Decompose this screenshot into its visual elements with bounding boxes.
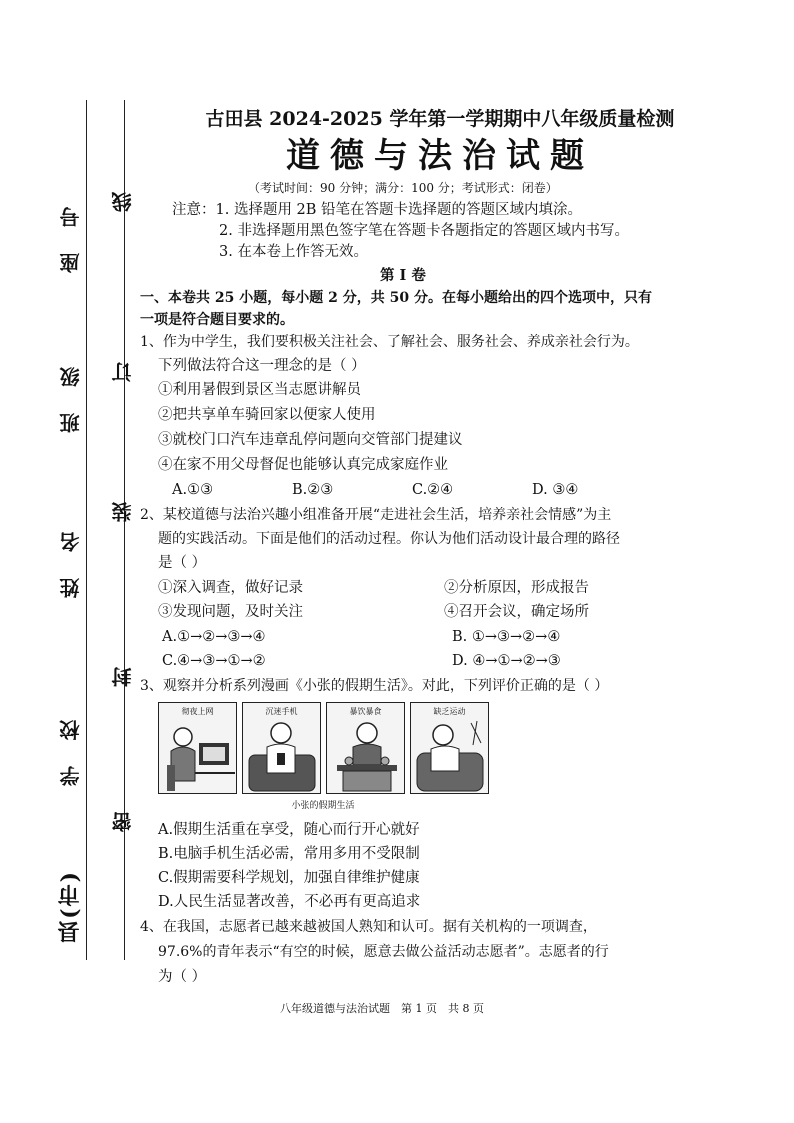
q2-item-1: ①深入调查，做好记录 xyxy=(158,580,303,596)
q3-option-c: C.假期需要科学规划，加强自律维护健康 xyxy=(158,870,420,886)
q1-option-b: B.②③ xyxy=(292,482,334,498)
q2-option-b: B. ①→③→②→④ xyxy=(452,629,561,645)
label-class: 班级 xyxy=(59,365,83,433)
person-sofa-icon xyxy=(411,703,489,794)
note-3: 3. 在本卷上作答无效。 xyxy=(219,244,368,260)
label-school: 学校 xyxy=(59,718,83,786)
person-phone-icon xyxy=(243,703,321,794)
q1-option-c: C.②④ xyxy=(412,482,454,498)
comic-strip xyxy=(158,702,488,794)
panel-title-3: 暴饮暴食 xyxy=(349,707,382,716)
note-2: 2. 非选择题用黑色签字笔在答题卡各题指定的答题区域内书写。 xyxy=(219,223,629,239)
q1-stem-1: 1、作为中学生，我们要积极关注社会、了解社会、服务社会、养成亲社会行为。 xyxy=(140,334,639,350)
panel-title-4: 缺乏运动 xyxy=(433,707,466,716)
q1-item-2: ②把共享单车骑回家以便家人使用 xyxy=(158,407,376,423)
q2-option-c: C.④→③→①→② xyxy=(162,653,266,669)
q1-option-a: A.①③ xyxy=(172,482,214,498)
section-instruction-2: 一项是符合题目要求的。 xyxy=(140,312,294,328)
note-1: 注意：1. 选择题用 2B 铅笔在答题卡选择题的答题区域内填涂。 xyxy=(172,202,583,218)
q2-item-4: ④召开会议，确定场所 xyxy=(444,604,589,620)
section-instruction-1: 一、本卷共 25 小题，每小题 2 分，共 50 分。在每小题给出的四个选项中，只有 xyxy=(140,290,652,306)
page-footer: 八年级道德与法治试题 第 1 页 共 8 页 xyxy=(280,1002,484,1015)
q4-stem-2: 97.6%的青年表示“有空的时候，愿意去做公益活动志愿者”。志愿者的行 xyxy=(158,944,609,960)
label-name: 姓名 xyxy=(59,530,83,598)
seal-word-feng: 封 xyxy=(111,665,135,687)
q3-option-a: A.假期生活重在享受，随心而行开心就好 xyxy=(158,822,420,838)
q2-stem-2: 题的实践活动。下面是他们的活动过程。你认为他们活动设计最合理的路径 xyxy=(158,531,620,547)
person-computer-icon xyxy=(159,703,237,794)
comic-panel-4 xyxy=(410,702,489,794)
exam-header: 古田县 2024-2025 学年第一学期期中八年级质量检测 xyxy=(205,108,675,130)
comic-panel-3 xyxy=(326,702,405,794)
seal-word-mi: 密 xyxy=(111,810,135,832)
outer-fill-line xyxy=(86,100,87,960)
q3-stem: 3、观察并分析系列漫画《小张的假期生活》。对此，下列评价正确的是（ ） xyxy=(140,678,609,694)
panel-title-2: 沉迷手机 xyxy=(265,707,298,716)
q1-item-1: ①利用暑假到景区当志愿讲解员 xyxy=(158,382,361,398)
q2-option-a: A.①→②→③→④ xyxy=(162,629,266,645)
seal-word-ding: 订 xyxy=(111,360,135,382)
q2-option-d: D. ④→①→②→③ xyxy=(452,653,561,669)
q2-stem-3: 是（ ） xyxy=(158,555,207,571)
seal-word-zhuang: 装 xyxy=(111,500,135,522)
comic-panel-1 xyxy=(158,702,237,794)
q3-option-b: B.电脑手机生活必需，常用多用不受限制 xyxy=(158,846,420,862)
q3-option-d: D.人民生活显著改善，不必再有更高追求 xyxy=(158,894,421,910)
label-seat: 座号 xyxy=(59,205,83,273)
q1-item-4: ④在家不用父母督促也能够认真完成家庭作业 xyxy=(158,457,448,473)
q4-stem-1: 4、在我国，志愿者已越来越被国人熟知和认可。据有关机构的一项调查， xyxy=(140,919,597,935)
volume-title: 第 I 卷 xyxy=(380,267,426,284)
exam-info: （考试时间：90 分钟；满分：100 分；考试形式：闭卷） xyxy=(248,181,558,195)
q1-item-3: ③就校门口汽车违章乱停问题向交管部门提建议 xyxy=(158,432,463,448)
q4-stem-3: 为（ ） xyxy=(158,969,207,985)
panel-title-1: 彻夜上网 xyxy=(181,707,214,716)
exam-title: 道德与法治试题 xyxy=(286,136,594,176)
label-county: 县(市) xyxy=(57,870,83,943)
seal-word-xian: 线 xyxy=(111,190,135,212)
q1-option-d: D. ③④ xyxy=(532,482,579,498)
comic-panel-2 xyxy=(242,702,321,794)
q2-stem-1: 2、某校道德与法治兴趣小组准备开展“走进社会生活，培养亲社会情感”为主 xyxy=(140,507,612,523)
person-eating-icon xyxy=(327,703,405,794)
comic-caption: 小张的假期生活 xyxy=(291,801,355,811)
q2-item-2: ②分析原因，形成报告 xyxy=(444,580,589,596)
q2-item-3: ③发现问题，及时关注 xyxy=(158,604,303,620)
q1-stem-2: 下列做法符合这一理念的是（ ） xyxy=(158,358,366,374)
